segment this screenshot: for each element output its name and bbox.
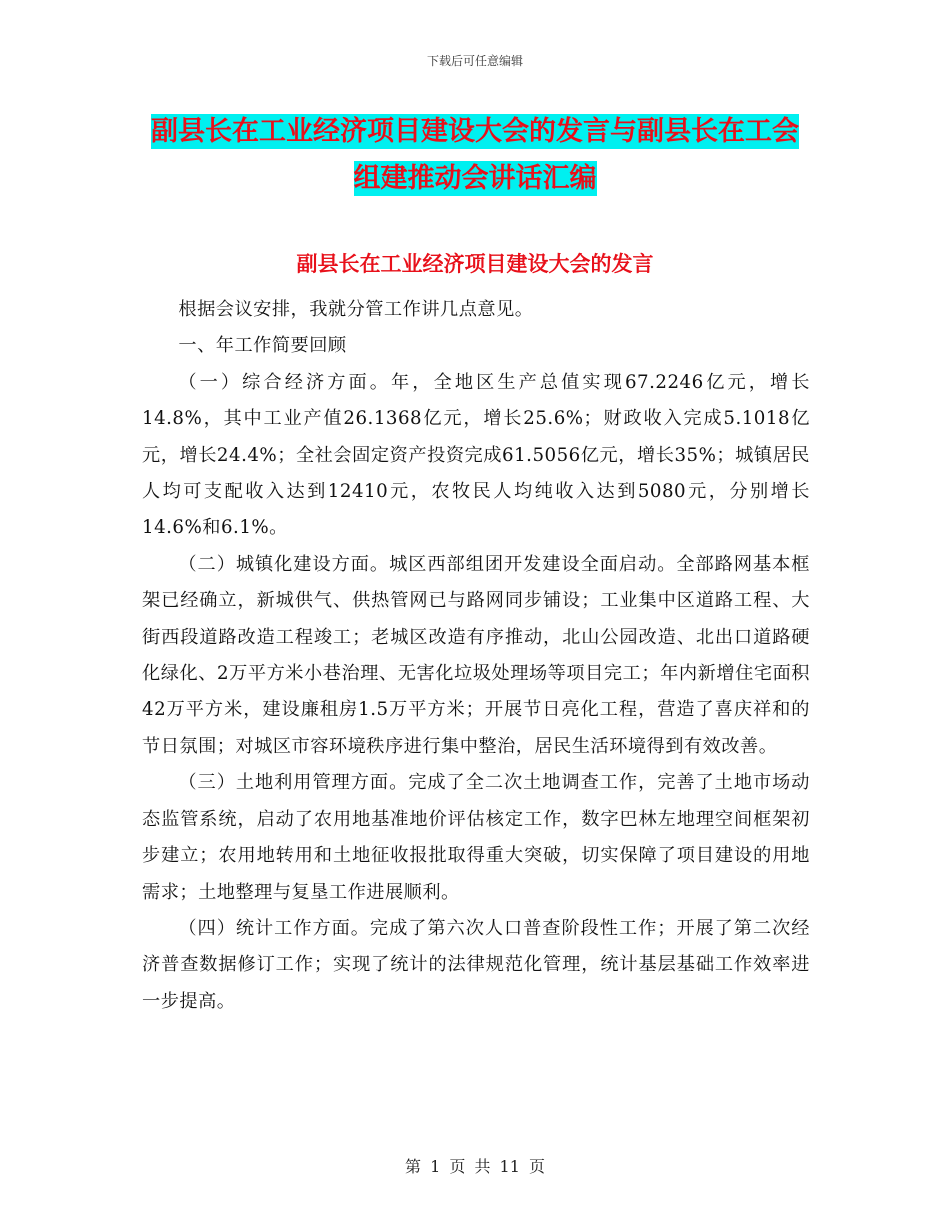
paragraph-urbanization: （二）城镇化建设方面。城区西部组团开发建设全面启动。全部路网基本框架已经确立，新城供气、供热管网已与路网同步铺设；工业集中区道路工程、大街西段道路改造工程竣工；老城区改造有序推动，北山公园改造、北出口道路硬化绿化、2万平方米小巷治理、无害化垃圾处理场等项目完工；年内新增住宅面积42万平方米，建设廉租房1.5万平方米；开展节日亮化工程，营造了喜庆祥和的节日氛围；对城区市容环境秩序进行集中整治，居民生活环境得到有效改善。 [142,553,810,757]
paragraph-statistics: （四）统计工作方面。完成了第六次人口普查阶段性工作；开展了第二次经济普查数据修订工作；实现了统计的法律规范化管理，统计基层基础工作效率进一步提高。 [142,917,810,1012]
main-title-highlight: 副县长在工业经济项目建设大会的发言与副县长在工会组建推动会讲话汇编 [151,116,799,194]
page-number-footer: 第 1 页 共 11 页 [405,1157,545,1176]
document-body [142,292,810,1020]
section-title: 副县长在工业经济项目建设大会的发言 [296,252,654,276]
paragraph-heading-review: 一、年工作简要回顾 [178,335,347,357]
paragraph-economy: （一）综合经济方面。年，全地区生产总值实现67.2246亿元，增长14.8%，其中工业产值26.1368亿元，增长25.6%；财政收入完成5.1018亿元，增长24.4%；全社会固定资产投资完成61.5056亿元，增长35%；城镇居民人均可支配收入达到12410元，农牧民人均纯收入达到5080元，分别增长14.6%和6.1%。 [142,371,810,539]
paragraph-intro: 根据会议安排，我就分管工作讲几点意见。 [178,299,534,320]
document-main-title [140,108,810,202]
page-header-note: 下载后可任意编辑 [426,54,523,68]
paragraph-land-use: （三）土地利用管理方面。完成了全二次土地调查工作，完善了土地市场动态监管系统，启动了农用地基准地价评估核定工作，数字巴林左地理空间框架初步建立；农用地转用和土地征收报批取得重大突破，切实保障了项目建设的用地需求；土地整理与复垦工作进展顺利。 [142,772,810,903]
